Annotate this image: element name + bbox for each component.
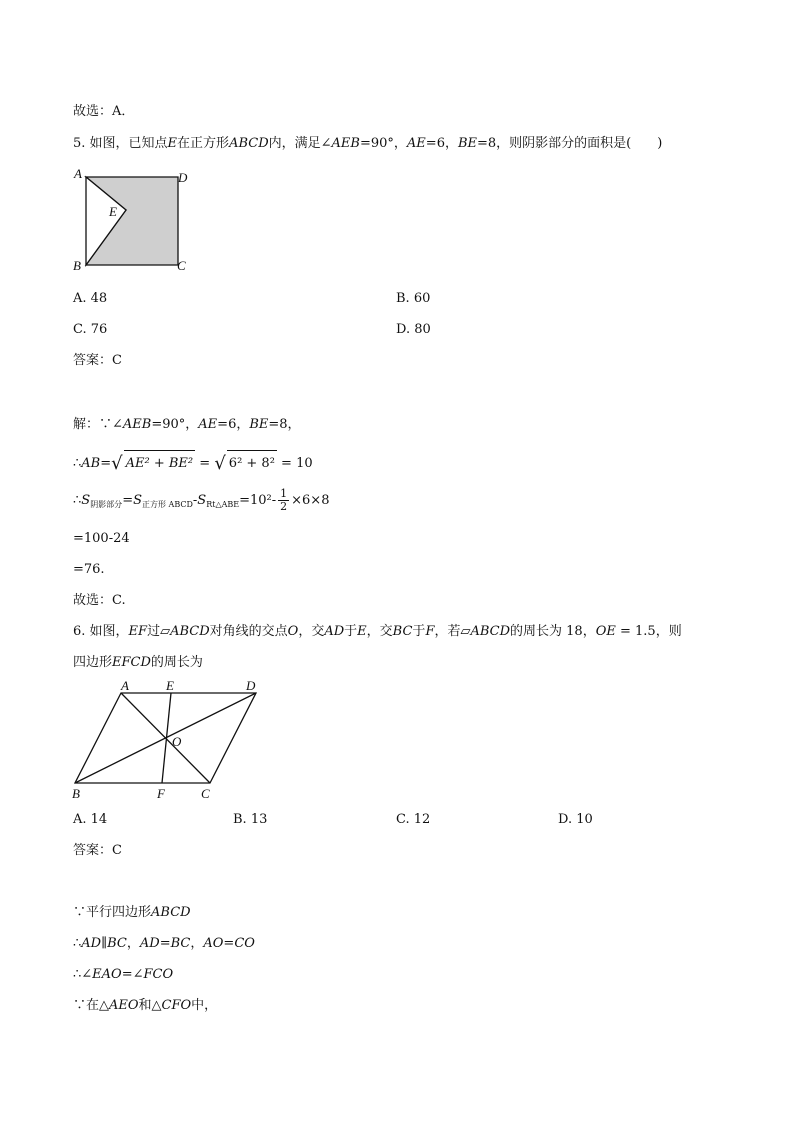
label-a: A bbox=[121, 678, 129, 693]
q5-option-c: C. 76 bbox=[73, 322, 108, 337]
q5-option-a: A. 48 bbox=[73, 291, 108, 306]
label-e: E bbox=[166, 678, 174, 693]
segment-ef bbox=[162, 693, 171, 783]
chose-a-text: 故选：A． bbox=[73, 104, 135, 119]
label-f: F bbox=[157, 786, 165, 801]
proof-line-4: ∵在△AEO和△CFO中， bbox=[73, 998, 218, 1013]
question-6-stem: 6. 如图，EF过▱ABCD对角线的交点O，交AD于E，交BC于F，若▱ABCD的周长为 18，OE = 1.5，则 bbox=[73, 624, 682, 639]
solution-5-given: 解：∵∠AEB=90°，AE=6，BE=8， bbox=[73, 417, 301, 432]
solution-5-area: $\therefore S_{阴影部分}=S_{正方形 ABCD}-S_{Rt\triangle ABE}=10^2-$ $\frac{1}{2}$ ×6×8 bbox=[73, 487, 330, 513]
step-2: =76. bbox=[73, 562, 105, 577]
fraction-half: $\frac{1}{2}$ bbox=[280, 487, 288, 513]
q5-option-b: B. 60 bbox=[396, 291, 431, 306]
q6-option-d: D. 10 bbox=[558, 812, 593, 827]
label-c: C bbox=[177, 258, 186, 273]
label-o: O bbox=[172, 734, 182, 749]
answer-6: 答案：C bbox=[73, 843, 122, 858]
label-b: B bbox=[73, 258, 81, 273]
proof-line-3: ∴∠EAO=∠FCO bbox=[73, 967, 174, 982]
q6-option-c: C. 12 bbox=[396, 812, 431, 827]
diagonal-bd bbox=[75, 693, 256, 783]
label-e: E bbox=[109, 204, 117, 219]
label-a: A bbox=[74, 166, 82, 181]
parallelogram-figure bbox=[68, 676, 268, 804]
chose-c-text: 故选：C. bbox=[73, 593, 126, 608]
step-1: =100-24 bbox=[73, 531, 130, 546]
answer-5: 答案：C bbox=[73, 353, 122, 368]
solution-5-ab: ∴AB=√ AE² + BE² = √ 6² + 8² = 10 bbox=[73, 450, 313, 477]
q6-option-a: A. 14 bbox=[73, 812, 108, 827]
question-6-stem-line2: 四边形EFCD的周长为 bbox=[73, 655, 203, 670]
square-figure bbox=[70, 165, 200, 275]
proof-line-2: ∴AD∥BC，AD=BC，AO=CO bbox=[73, 936, 255, 951]
label-c: C bbox=[201, 786, 210, 801]
label-b: B bbox=[72, 786, 80, 801]
proof-line-1: ∵平行四边形ABCD bbox=[73, 905, 191, 920]
label-d: D bbox=[178, 170, 188, 185]
q5-option-d: D. 80 bbox=[396, 322, 431, 337]
label-d: D bbox=[246, 678, 256, 693]
question-5-stem: 5. 如图，已知点E在正方形ABCD内，满足∠AEB=90°，AE=6，BE=8，则阴影部分的面积是( ) bbox=[73, 136, 663, 151]
q6-option-b: B. 13 bbox=[233, 812, 268, 827]
